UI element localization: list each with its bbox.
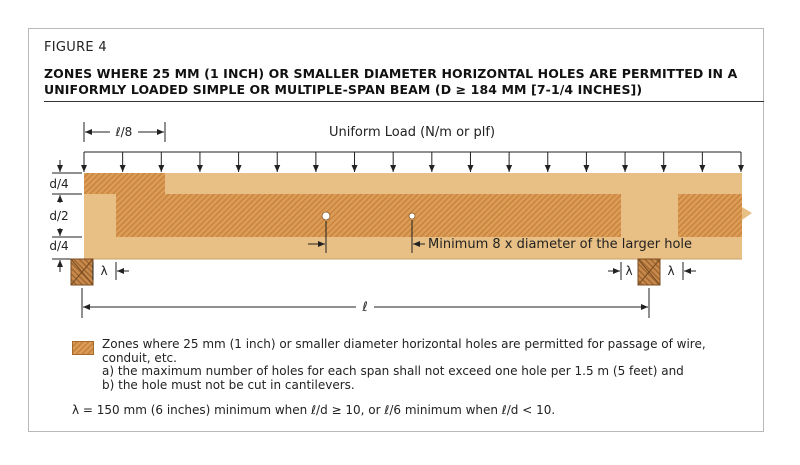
zone-middle-right	[678, 194, 742, 237]
l8-label: ℓ/8	[115, 125, 133, 139]
legend-line-3: a) the maximum number of holes for each span shall not exceed one hole per 1.5 m (5 feet) and	[102, 364, 684, 378]
legend-line-4: b) the hole must not be cut in cantilevers.	[102, 377, 355, 392]
depth-label-bottom: d/4	[49, 239, 69, 253]
zone-top-left	[84, 173, 165, 194]
zone-middle	[116, 194, 621, 237]
load-label: Uniform Load (N/m or plf)	[328, 125, 496, 140]
legend-swatch	[72, 341, 94, 355]
hole-small	[409, 213, 415, 219]
support-right	[638, 259, 660, 285]
figure-label: FIGURE 4	[44, 40, 107, 55]
legend-text	[102, 338, 742, 392]
lambda-note: λ = 150 mm (6 inches) minimum when ℓ/d ≥ 10, or ℓ/6 minimum when ℓ/d < 10.	[72, 403, 556, 417]
span-label: ℓ	[362, 300, 368, 315]
lambda-left-label: λ	[100, 264, 108, 278]
beam-break	[742, 173, 752, 259]
depth-label-top: d/4	[49, 177, 69, 191]
load-arrows	[84, 152, 741, 172]
legend-line-2: conduit, etc.	[102, 350, 177, 365]
lambda-right-out-label: λ	[667, 264, 675, 278]
hole-large	[322, 212, 330, 220]
support-left	[71, 259, 93, 285]
figure-title: ZONES WHERE 25 MM (1 INCH) OR SMALLER DIAMETER HORIZONTAL HOLES ARE PERMITTED IN A UNIFORMLY LOADED SIMPLE OR MULTIPLE-SPAN BEAM (D ≥ 184 MM [7-1/4 INCHES])	[44, 66, 738, 97]
spacing-label: Minimum 8 x diameter of the larger hole	[428, 237, 693, 252]
legend-line-1: Zones where 25 mm (1 inch) or smaller diameter horizontal holes are permitted for passage of wire,	[102, 337, 706, 351]
lambda-right-in-label: λ	[625, 264, 633, 278]
depth-label-middle: d/2	[49, 209, 69, 223]
